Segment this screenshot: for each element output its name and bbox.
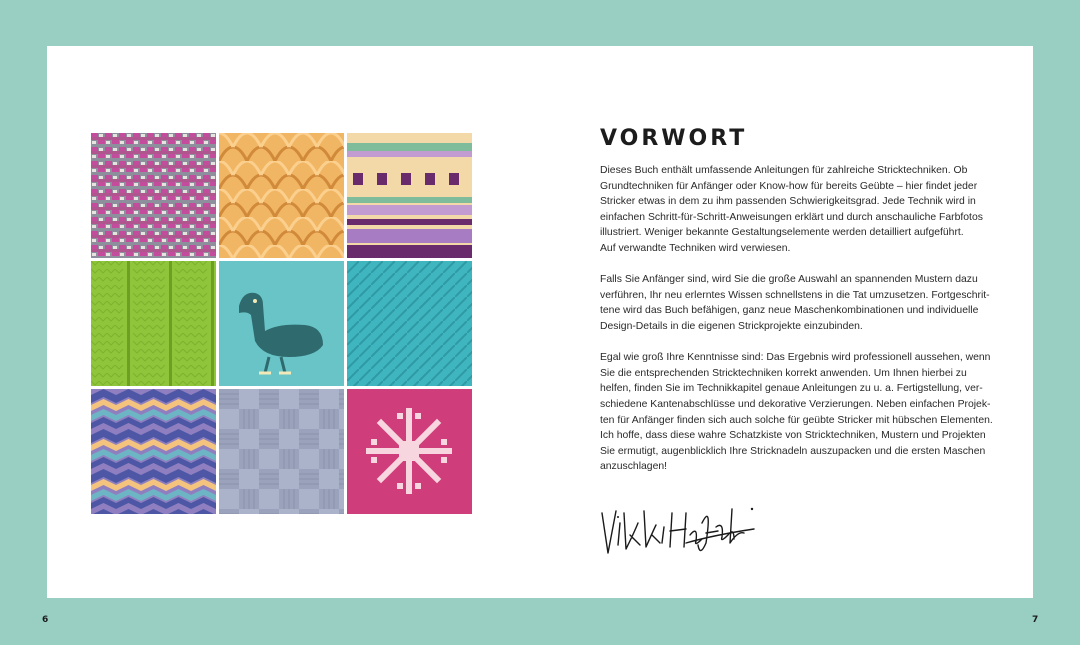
paragraph-3 [600, 350, 1000, 475]
text-line: Dieses Buch enthält umfassende Anleitungen für zahlreiche Stricktechniken. Ob [600, 165, 968, 176]
swatch-green-rib [91, 261, 216, 386]
swatch-grid [91, 133, 472, 514]
text-line: Sie die entsprechenden Stricktechniken korrekt anwenden. Um Ihnen hierbei zu [600, 367, 967, 379]
text-line: verführen, Ihr neu erlerntes Wissen schnellstens in die Tat umzusetzen. Fortgeschrit- [600, 289, 990, 301]
swatch-orange-cable [219, 133, 344, 258]
text-line: ten für Anfänger finden sich auch solche für geübte Stricker mit hübschen Elementen. [600, 414, 993, 426]
swatch-fair-isle-band [347, 133, 472, 258]
page-sheet [47, 46, 1033, 598]
text-line: Stricker etwas in dem zu ihm passenden Schwierigkeitsgrad. Jede Technik wird in [600, 196, 976, 208]
text-line: Sie ermutigt, augenblicklich Ihre Stricknadeln auszupacken und die ersten Maschen [600, 445, 986, 457]
swatch-duck-intarsia [219, 261, 344, 386]
paragraph-2 [600, 272, 1000, 334]
text-line: Design-Details in die eigenen Strickprojekte einzubinden. [600, 320, 863, 332]
text-line: anzuschlagen! [600, 461, 668, 473]
swatch-pink-snowflake [347, 389, 472, 514]
text-line: einfachen Schritt-für-Schritt-Anweisungen erklärt und durch anschauliche Farbfotos [600, 211, 983, 223]
page-number-left: 6 [42, 615, 49, 625]
text-line: schiedene Kantenabschlüsse und dekorative Verzierungen. Neben einfachen Projek- [600, 398, 991, 410]
text-line: Egal wie groß Ihre Kenntnisse sind: Das Ergebnis wird professionell aussehen, wenn [600, 352, 991, 364]
page-number-right: 7 [1032, 615, 1039, 625]
text-line: Ich hoffe, dass diese wahre Schatzkiste von Stricktechniken, Mustern und Projekten [600, 430, 986, 442]
swatch-chevron-stripes [91, 389, 216, 514]
text-line: Falls Sie Anfänger sind, wird Sie die große Auswahl an spannenden Mustern dazu [600, 274, 978, 286]
text-line: illustriert. Weniger bekannte Gestaltungselemente werden detailliert aufgeführt. [600, 227, 964, 239]
author-signature [594, 483, 764, 563]
swatch-gray-basketweave [219, 389, 344, 514]
text-line: Grundtechniken für Anfänger oder Know-how für bereits Geübte – hier findet jeder [600, 180, 978, 192]
text-line: helfen, finden Sie im Technikkapitel genaue Anleitungen zu u. a. Fertigstellung, ver- [600, 383, 983, 395]
swatch-pink-gray-slip-stitch [91, 133, 216, 258]
text-line: Auf verwandte Techniken wird verwiesen. [600, 242, 791, 254]
swatch-turquoise-diagonal [347, 261, 472, 386]
preface-text [600, 163, 1000, 490]
paragraph-1 [600, 163, 1000, 257]
page-title: VORWORT [600, 126, 748, 151]
text-line: tene wird das Buch befähigen, ganz neue Maschenkombinationen und individuelle [600, 305, 979, 317]
